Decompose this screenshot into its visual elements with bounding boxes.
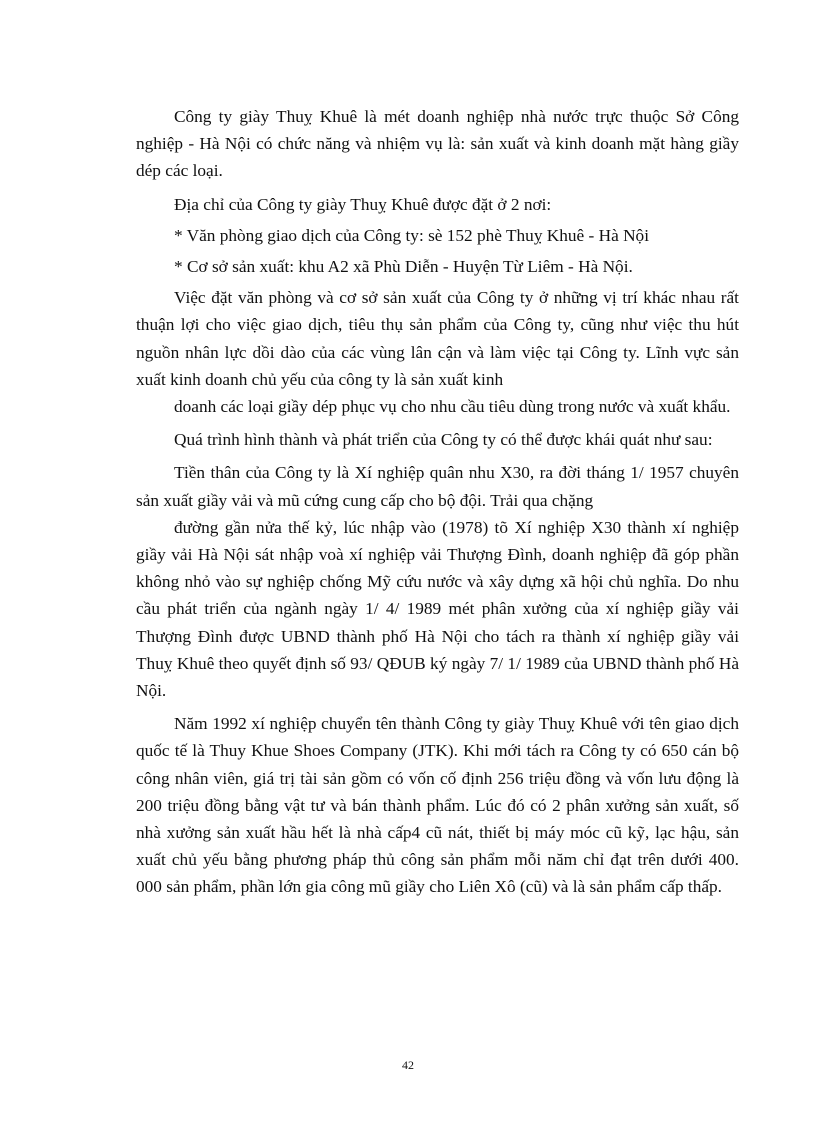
paragraph-address-heading: Địa chỉ của Công ty giày Thuỵ Khuê được đặt ở 2 nơi: xyxy=(174,194,552,214)
paragraph-company-intro: Công ty giày Thuỵ Khuê là mét doanh nghiệp nhà nước trực thuộc Sở Công nghiệp - Hà Nội có chức năng và nhiệm vụ là: sản xuất và kinh doanh mặt hàng giầy dép các loại. xyxy=(136,107,739,181)
paragraph-office-address: * Văn phòng giao dịch của Công ty: sè 152 phè Thuỵ Khuê - Hà Nội xyxy=(174,225,649,245)
paragraph-1992-rename: Năm 1992 xí nghiệp chuyển tên thành Công ty giày Thuỵ Khuê với tên giao dịch quốc tế là Thuy Khue Shoes Company (JTK). Khi mới tách ra Công ty có 650 cán bộ công nhân viên, giá trị tài sản gồm có vốn cố định 256 triệu đồng và vốn lưu động là 200 triệu đồng bằng vật tư và bán thành phẩm. Lúc đó có 2 phân xưởng sản xuất, số nhà xưởng sản xuất hầu hết là nhà cấp4 cũ nát, thiết bị máy móc cũ kỹ, lạc hậu, sản xuất chủ yếu bằng phương pháp thủ công sản phẩm mỗi năm chỉ đạt trên dưới 400. 000 sản phẩm, phần lớn gia công mũ giầy cho Liên Xô (cũ) và là sản phẩm cấp thấp. xyxy=(136,714,739,897)
paragraph-business-scope: doanh các loại giầy dép phục vụ cho nhu cầu tiêu dùng trong nước và xuất khẩu. xyxy=(174,397,731,417)
paragraph-history-intro: Quá trình hình thành và phát triển của Công ty có thể được khái quát như sau: xyxy=(174,430,713,450)
page-number: 42 xyxy=(402,1058,414,1072)
paragraph-location-advantage: Việc đặt văn phòng và cơ sở sản xuất của Công ty ở những vị trí khác nhau rất thuận lợi cho việc giao dịch, tiêu thụ sản phẩm của Công ty, cũng như việc thu hút nguồn nhân lực dồi dào của các vùng lân cận và làm việc tại Công ty. Lĩnh vực sản xuất kinh doanh chủ yếu của công ty là sản xuất kinh xyxy=(136,288,739,389)
paragraph-development: đường gần nửa thế kỷ, lúc nhập vào (1978) tõ Xí nghiệp X30 thành xí nghiệp giầy vải Hà Nội sát nhập voà xí nghiệp vải Thượng Đình, doanh nghiệp đã góp phần không nhỏ vào sự nghiệp chống Mỹ cứu nước và xây dựng xã hội chủ nghĩa. Do nhu cầu phát triển của ngành ngày 1/ 4/ 1989 mét phân xưởng của xí nghiệp giầy vải Thượng Đình được UBND thành phố Hà Nội cho tách ra thành xí nghiệp giầy vải Thuỵ Khuê theo quyết định số 93/ QĐUB ký ngày 7/ 1/ 1989 của UBND thành phố Hà Nội. xyxy=(136,517,739,701)
paragraph-factory-address: * Cơ sở sản xuất: khu A2 xã Phù Diễn - Huyện Từ Liêm - Hà Nội. xyxy=(174,257,633,277)
document-body xyxy=(136,103,739,907)
paragraph-origin: Tiền thân của Công ty là Xí nghiệp quân nhu X30, ra đời tháng 1/ 1957 chuyên sản xuất giầy vải và mũ cứng cung cấp cho bộ đội. Trải qua chặng xyxy=(136,463,739,510)
